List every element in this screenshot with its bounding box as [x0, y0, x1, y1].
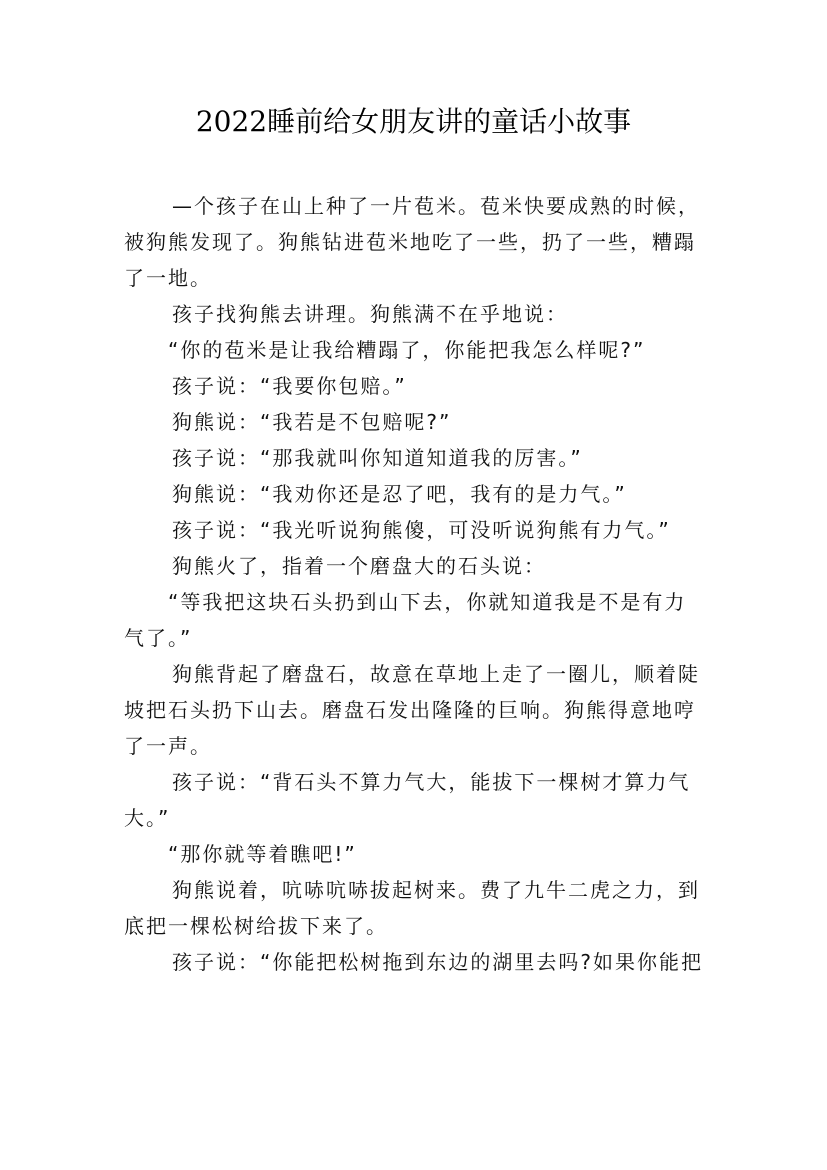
text-line: —个孩子在山上种了一片苞米。苞米快要成熟的时候，: [172, 194, 700, 218]
text-line: 狗熊说：“我劝你还是忍了吧，我有的是力气。”: [172, 482, 627, 506]
text-line: 孩子说：“我光听说狗熊傻，可没听说狗熊有力气。”: [172, 518, 671, 542]
text-line: 狗熊火了，指着一个磨盘大的石头说：: [172, 554, 546, 578]
text-line: 狗熊背起了磨盘石，故意在草地上走了一圈儿，顺着陡: [172, 662, 700, 686]
text-line: 气了。”: [124, 626, 193, 650]
document-title: 2022睡前给女朋友讲的童话小故事: [195, 105, 632, 138]
text-line: 了一声。: [124, 734, 212, 758]
text-line: 孩子说：“我要你包赔。”: [172, 374, 407, 398]
text-line: 孩子说：“背石头不算力气大，能拔下一棵树才算力气: [172, 770, 691, 794]
text-line: 了一地。: [124, 266, 212, 290]
text-line: 孩子说：“那我就叫你知道知道我的厉害。”: [172, 446, 583, 470]
text-line: 被狗熊发现了。狗熊钻进苞米地吃了一些，扔了一些，糟蹋: [124, 230, 696, 254]
text-line: “等我把这块石头扔到山下去，你就知道我是不是有力: [168, 590, 687, 614]
text-line: 坡把石头扔下山去。磨盘石发出隆隆的巨响。狗熊得意地哼: [124, 698, 696, 722]
text-line: 狗熊说着，吭哧吭哧拔起树来。费了九牛二虎之力，到: [172, 878, 700, 902]
text-line: 狗熊说：“我若是不包赔呢?”: [172, 410, 452, 434]
text-line: 孩子说：“你能把松树拖到东边的湖里去吗?如果你能把: [172, 950, 703, 974]
text-line: “那你就等着瞧吧!”: [168, 842, 357, 866]
text-line: 孩子找狗熊去讲理。狗熊满不在乎地说：: [172, 302, 568, 326]
text-line: 大。”: [124, 806, 171, 830]
text-line: “你的苞米是让我给糟蹋了，你能把我怎么样呢?”: [168, 338, 646, 362]
document-body: [124, 188, 704, 980]
text-line: 底把一棵松树给拔下来了。: [124, 914, 388, 938]
